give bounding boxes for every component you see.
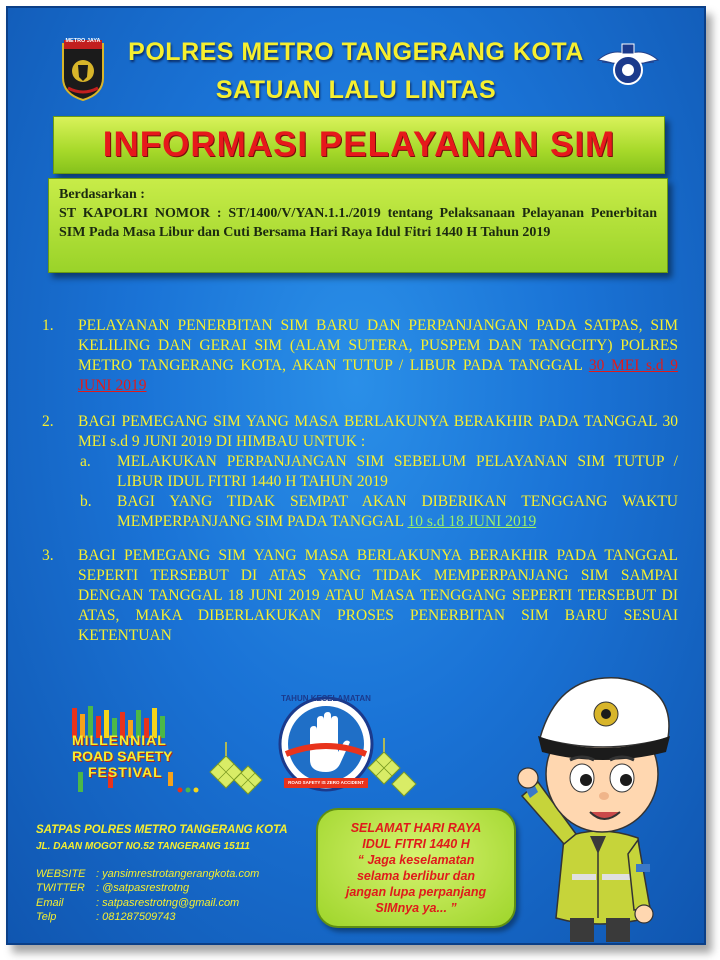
contact-row-twitter: [36, 882, 189, 894]
poster: [6, 6, 706, 945]
emblem-bottom-text: ROAD SAFETY IS ZERO ACCIDENT: [288, 780, 364, 785]
header-subtitle: SATUAN LALU LINTAS: [215, 76, 497, 104]
basis-text: ST KAPOLRI NOMOR : ST/1400/V/YAN.1.1./2019 tentang Pelaksanaan Pelayanan Penerbitan SIM Pada Masa Libur dan Cuti Bersama Hari Raya Idul Fitri 1440 H Tahun 2019: [59, 206, 657, 240]
greeting-line-2: IDUL FITRI 1440 H: [362, 837, 470, 851]
header-title: POLRES METRO TANGERANG KOTA: [128, 38, 584, 66]
list-item-2: [38, 412, 678, 532]
greeting-line-4: selama berlibur dan: [356, 869, 476, 883]
info-banner: [53, 116, 665, 174]
contact-value[interactable]: : 081287509743: [96, 911, 176, 923]
closure-date-highlight: 30 MEI s.d 9 JUNI 2019: [78, 357, 678, 394]
badge-caption: METRO JAYA: [65, 38, 101, 44]
basis-box: [48, 178, 668, 273]
sub-item-letter: a.: [80, 453, 91, 470]
basis-label: Berdasarkan :: [59, 187, 145, 202]
contact-value[interactable]: : yansimrestrotangerangkota.com: [96, 868, 260, 880]
contact-value[interactable]: : satpasrestrotng@gmail.com: [96, 897, 240, 909]
festival-line-3: FESTIVAL: [88, 764, 163, 780]
banner-title: INFORMASI PELAYANAN SIM: [102, 125, 616, 164]
tahun-keselamatan-emblem: [266, 692, 386, 802]
item-number: 2.: [42, 413, 54, 430]
festival-line-1: MILLENNIAL: [72, 732, 167, 748]
sub-item-b: [78, 492, 678, 532]
office-address: JL. DAAN MOGOT NO.52 TANGERANG 15111: [36, 841, 250, 852]
contact-row-website: [36, 868, 259, 880]
greeting-line-1: SELAMAT HARI RAYA: [350, 821, 482, 835]
contact-label: TWITTER: [36, 882, 85, 894]
greeting-line-6: SIMnya ya... ”: [375, 901, 457, 915]
greeting-line-3: “ Jaga keselamatan: [357, 853, 475, 867]
item-number: 1.: [42, 317, 54, 334]
sub-item-text: BAGI YANG TIDAK SEMPAT AKAN DIBERIKAN TENGGANG WAKTU MEMPERPANJANG SIM PADA TANGGAL: [117, 493, 678, 530]
road-safety-festival-logo: [68, 706, 208, 796]
list-item-3: [38, 546, 678, 646]
sub-item-a: [78, 452, 678, 492]
contact-label: WEBSITE: [36, 868, 86, 880]
contact-row-email: [36, 897, 239, 909]
item-text: BAGI PEMEGANG SIM YANG MASA BERLAKUNYA BERAKHIR PADA TANGGAL 30 MEI s.d 9 JUNI 2019 DI HIMBAU UNTUK :: [78, 413, 678, 450]
festival-line-2: ROAD SAFETY: [72, 748, 173, 764]
list-item-1: [38, 316, 678, 396]
greeting-line-5: jangan lupa perpanjang: [345, 885, 487, 899]
office-name: SATPAS POLRES METRO TANGERANG KOTA: [36, 824, 288, 836]
item-text: PELAYANAN PENERBITAN SIM BARU DAN PERPANJANGAN PADA SATPAS, SIM KELILING DAN GERAI SIM (ALAM SUTERA, PUSPEM DAN TANGCITY) POLRES METRO TANGERANG KOTA, AKAN TUTUP / LIBUR PADA TANGGAL: [78, 317, 678, 374]
item-number: 3.: [42, 547, 54, 564]
contact-row-phone: [36, 911, 176, 923]
greeting-bubble: [316, 808, 516, 928]
contact-label: Email: [36, 897, 64, 909]
contact-label: Telp: [36, 911, 57, 923]
emblem-top-text: TAHUN KESELAMATAN: [281, 694, 371, 703]
grace-date-highlight: 10 s.d 18 JUNI 2019: [407, 513, 537, 530]
police-mascot-icon: [498, 668, 698, 944]
item-text: BAGI PEMEGANG SIM YANG MASA BERLAKUNYA BERAKHIR PADA TANGGAL SEPERTI TERSEBUT DI ATAS YANG TIDAK MEMPERPANJANG SIM SAMPAI DENGAN TANGGAL 18 JUNI 2019 ATAU MASA TENGGANG SEPERTI TERSEBUT DI ATAS, MAKA DIBERLAKUKAN PROSES PENERBITAN SIM BARU SESUAI KETENTUAN: [78, 547, 678, 644]
sub-item-letter: b.: [80, 493, 92, 510]
contact-value[interactable]: : @satpasrestrotng: [96, 882, 190, 894]
sub-item-text: MELAKUKAN PERPANJANGAN SIM SEBELUM PELAYANAN SIM TUTUP / LIBUR IDUL FITRI 1440 H TAHUN 2019: [117, 453, 678, 490]
